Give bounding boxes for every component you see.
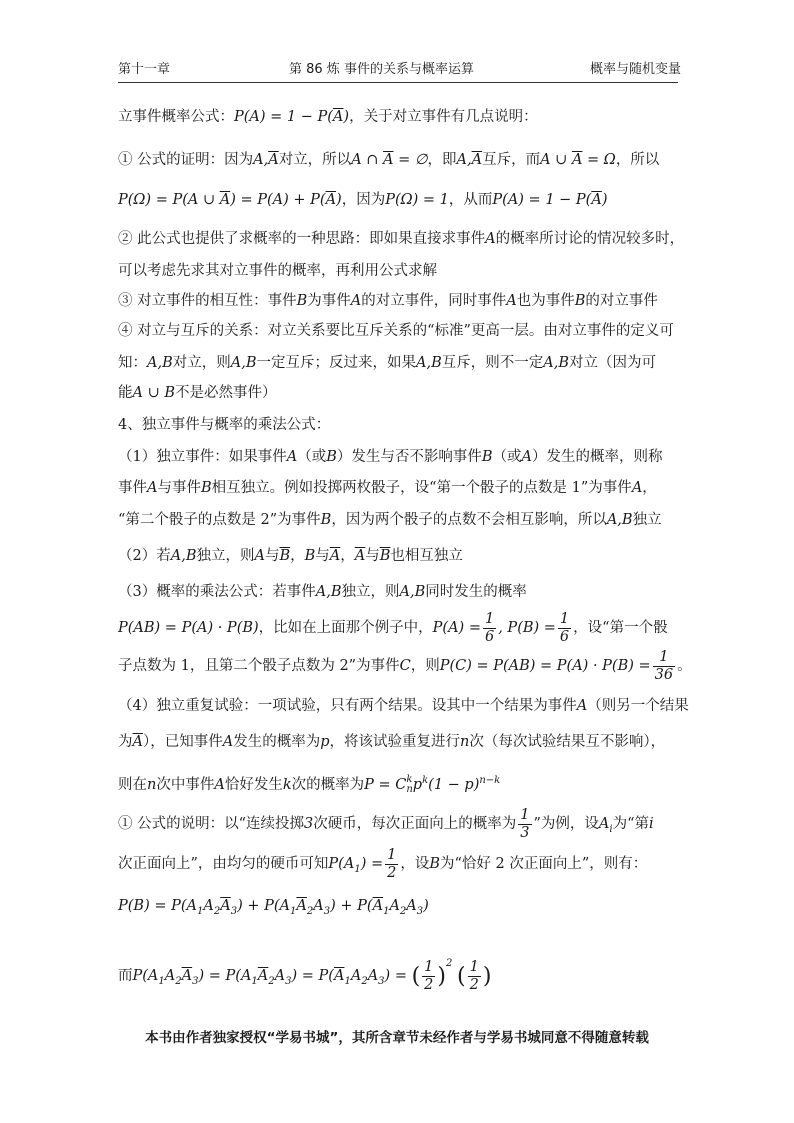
text-line-23: $P(B) = P(A_1A_2\overline{A}_3) + P(A_1\overline{A}_2A_3) + P(\overline{A}_1A_2A_3)$ — [118, 898, 429, 917]
text-line-14: （2）若A,B独立，则A与$\overline{B}$，B与$\overline{A}$，$\overline{A}$与$\overline{B}$也相互独立 — [118, 548, 463, 564]
text-line-21: ① 公式的说明：以“连续投掷3次硬币，每次正面向上的概率为 $\frac{1}{3}$ ”为例，设$A_i$为“第i — [118, 806, 654, 841]
fraction-one-third: $\frac{1}{3}$ — [520, 806, 530, 841]
text-line-9: 能A ∪ B不是必然事件） — [118, 385, 277, 401]
text-line-18: （4）独立重复试验：一项试验，只有两个结果。设其中一个结果为事件A（则另一个结果 — [118, 698, 689, 714]
fraction-one-half: $\frac{1}{2}$ — [387, 846, 397, 881]
footer-copyright: 本书由作者独家授权“学易书城”，其所含章节未经作者与学易书城同意不得随意转载 — [145, 1030, 649, 1046]
text-line-13: “第二个骰子的点数是 2”为事件B，因为两个骰子的点数不会相互影响，所以A,B独立 — [118, 512, 662, 528]
text-line-12: 事件A与事件B相互独立。例如投掷两枚骰子，设“第一个骰子的点数是 1”为事件A， — [118, 480, 657, 496]
fraction-one-thirtysixth: $\frac{1}{36}$ — [654, 648, 674, 683]
header-topic: 概率与随机变量 — [590, 62, 682, 77]
text-line-16: P(AB) = P(A) · P(B)，比如在上面那个例子中，P(A) = $\frac{1}{6}$ , P(B) = $\frac{1}{6}$ ，设“第一个骰 — [118, 610, 668, 645]
text-line-4: ② 此公式也提供了求概率的一种思路：即如果直接求事件A的概率所讨论的情况较多时， — [118, 231, 685, 247]
text-line-19: 为$\overline{A}$），已知事件A发生的概率为p，将该试验重复进行n次（每次试验结果互不影响）， — [118, 734, 666, 750]
text-line-15: （3）概率的乘法公式：若事件A,B独立，则A,B同时发生的概率 — [118, 584, 527, 600]
text-line-8: 知：A,B对立，则A,B一定互斥；反过来，如果A,B互斥，则不一定A,B对立（因为可 — [118, 355, 656, 371]
text-line-20: 则在n次中事件A恰好发生k次的概率为P = C k n $p^k(1 - p)^{n-k}$ — [118, 773, 501, 795]
header-lesson: 第 86 炼 事件的关系与概率运算 — [289, 62, 474, 77]
fraction-half: $\frac{1}{2}$ — [469, 958, 479, 993]
header-divider — [118, 82, 678, 83]
fraction-half-squared: $\frac{1}{2}$ — [424, 958, 434, 993]
text-line-2: ① 公式的证明：因为$A,\overline{A}$对立，所以A ∩ $\overline{A}$ = ∅，即$A,\overline{A}$互斥，而A ∪ $\overline{A} = \Omega$，所以 — [118, 152, 660, 168]
text-line-10: 4、独立事件与概率的乘法公式： — [118, 417, 331, 433]
text-line-3: P(Ω) = P(A ∪ $\overline{A}) = P(A) + P(\overline{A})$，因为P(Ω) = 1，从而$P(A) = 1 - P(\overline{A})$ — [118, 192, 608, 208]
text-line-11: （1）独立事件：如果事件A（或B）发生与否不影响事件B（或A）发生的概率，则称 — [118, 449, 663, 465]
text-line-7: ④ 对立与互斥的关系：对立关系要比互斥关系的“标准”更高一层。由对立事件的定义可 — [118, 323, 674, 339]
text-line-5: 可以考虑先求其对立事件的概率，再利用公式求解 — [118, 263, 437, 279]
text-line-24: 而$P(A_1A_2\overline{A}_3) = P(A_1\overline{A}_2A_3) = P(\overline{A}_1A_2A_3)$ = ( $\frac{1}{2}$ )$^2$ ( $\frac{1}{2}$ ) — [118, 958, 492, 993]
header-chapter: 第十一章 — [118, 62, 171, 77]
text-line-22: 次正面向上”，由均匀的硬币可知$P(A_1)$ = $\frac{1}{2}$ ，设B为“恰好 2 次正面向上”，则有： — [118, 846, 648, 881]
fraction-one-sixth-b: $\frac{1}{6}$ — [559, 610, 570, 645]
text-line-17: 子点数为 1，且第二个骰子点数为 2”为事件C，则P(C) = P(AB) = P(A) · P(B) = $\frac{1}{36}$ 。 — [118, 648, 692, 683]
text-line-1: 立事件概率公式：$P(A) = 1 - P(\overline{A})$，关于对立事件有几点说明： — [118, 109, 538, 125]
text-line-6: ③ 对立事件的相互性：事件B为事件A的对立事件，同时事件A也为事件B的对立事件 — [118, 293, 658, 309]
fraction-one-sixth-a: $\frac{1}{6}$ — [484, 610, 495, 645]
